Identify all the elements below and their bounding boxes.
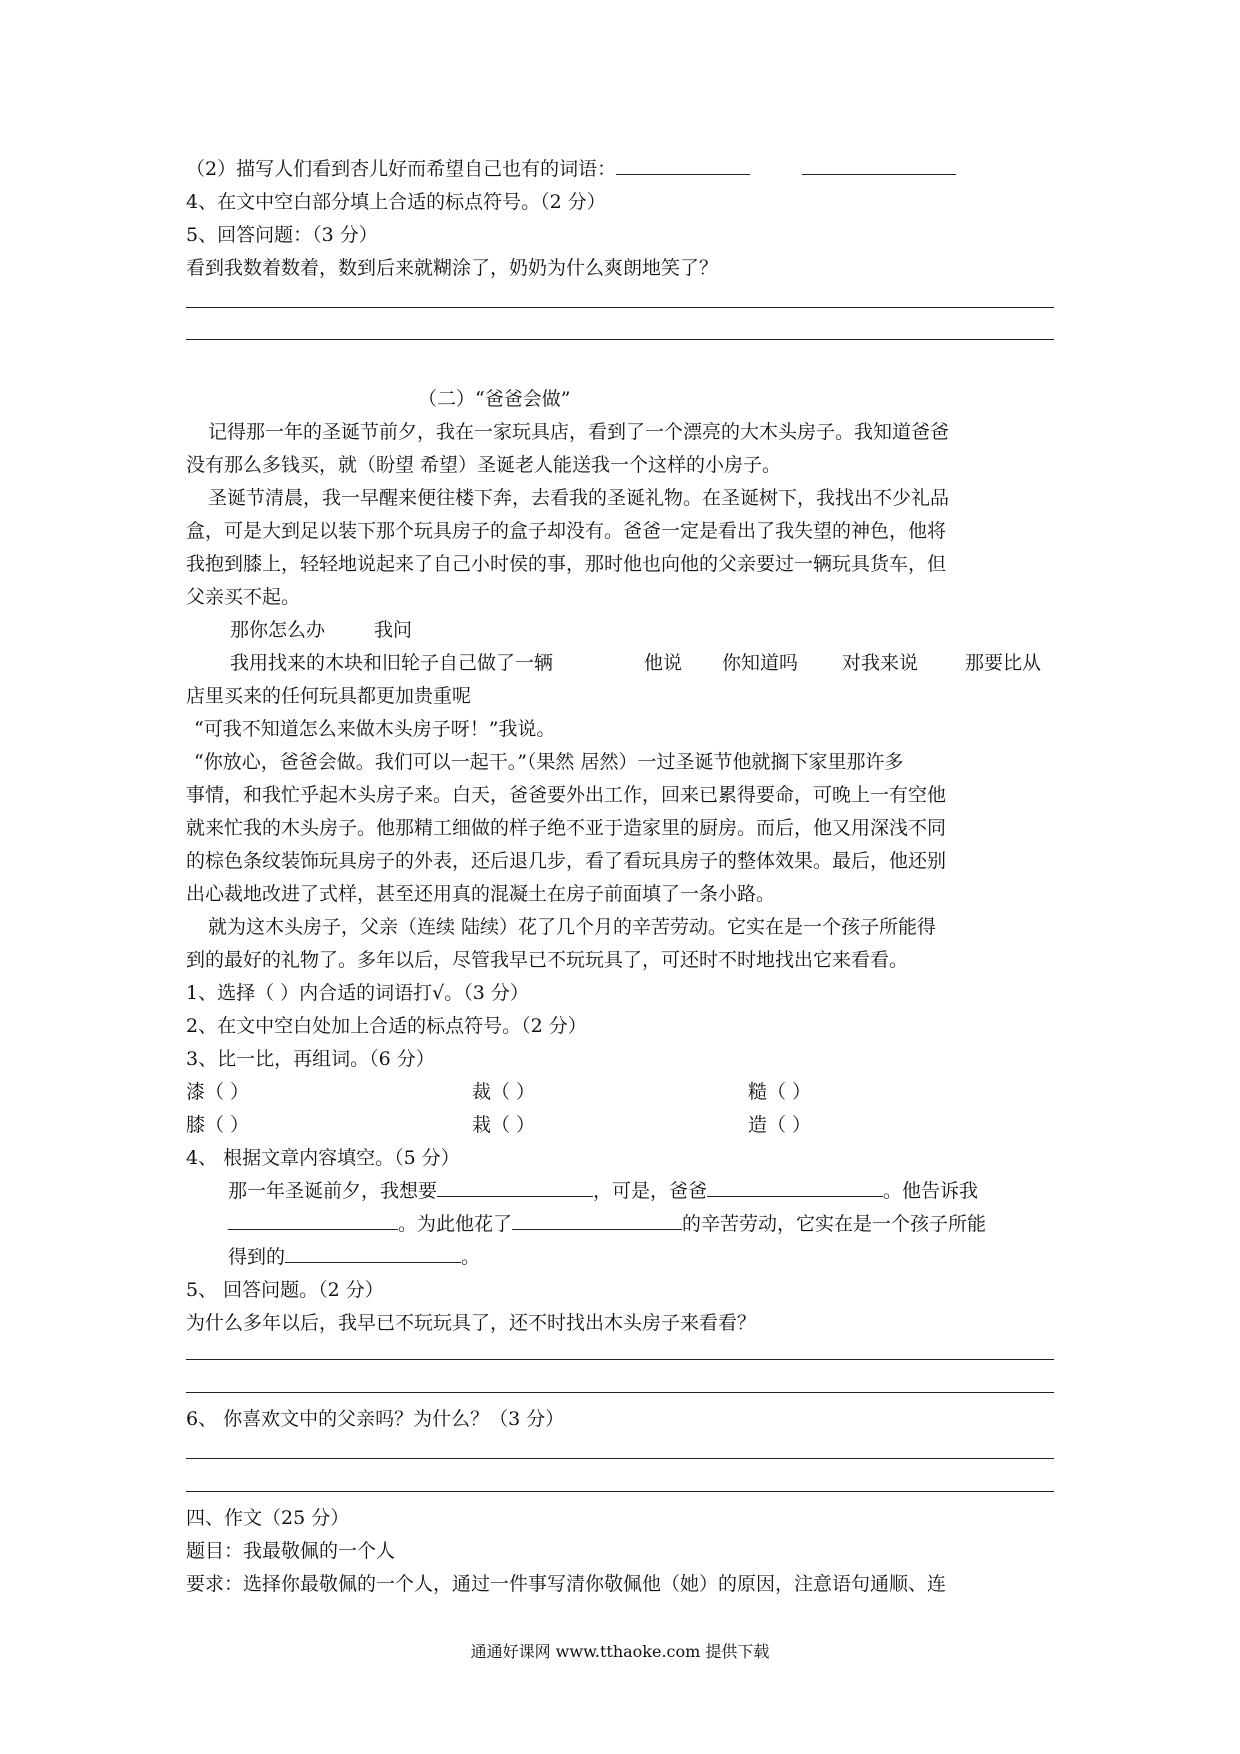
question-4: 4、在文中空白部分填上合适的标点符号。（2 分） bbox=[186, 191, 606, 213]
dialogue-text: 那你怎么办 bbox=[230, 619, 326, 641]
char-item: 造（ ） bbox=[748, 1114, 812, 1136]
question-5-title: 5、回答问题：（3 分） bbox=[186, 224, 378, 246]
question-2: 2、在文中空白处加上合适的标点符号。（2 分） bbox=[186, 1015, 587, 1037]
q2-sub-line bbox=[186, 154, 956, 181]
passage-line: 我抱到膝上，轻轻地说起来了自己小时侯的事，那时他也向他的父亲要过一辆玩具货车，但 bbox=[186, 553, 947, 575]
answer-line[interactable] bbox=[186, 307, 1054, 308]
passage-line: “可我不知道怎么来做木头房子呀！”我说。 bbox=[194, 718, 556, 740]
question-4-2: 4、 根据文章内容填空。（5 分） bbox=[186, 1147, 460, 1169]
dialogue-text: 对我来说 bbox=[842, 652, 919, 674]
char-item: 膝（ ） bbox=[186, 1114, 250, 1136]
answer-line[interactable] bbox=[186, 339, 1054, 340]
answer-line[interactable] bbox=[186, 1392, 1054, 1393]
passage-line: 到的最好的礼物了。多年以后，尽管我早已不玩玩具了，可还时不时地找出它来看看。 bbox=[186, 949, 909, 971]
char-item: 栽（ ） bbox=[472, 1114, 536, 1136]
passage-line: “你放心，爸爸会做。我们可以一起干。”（果然 居然）一过圣诞节他就搁下家里那许多 bbox=[194, 751, 904, 773]
dialogue-text: 我问 bbox=[374, 619, 413, 641]
passage-line: 父亲买不起。 bbox=[186, 586, 301, 608]
char-item: 裁（ ） bbox=[472, 1081, 536, 1103]
passage-line: 记得那一年的圣诞节前夕，我在一家玩具店，看到了一个漂亮的大木头房子。我知道爸爸 bbox=[208, 421, 950, 443]
answer-blank[interactable] bbox=[616, 155, 750, 175]
q2-sub-text: （2）描写人们看到杏儿好而希望自己也有的词语： bbox=[186, 158, 617, 180]
question-1: 1、选择（ ）内合适的词语打√。（3 分） bbox=[186, 982, 529, 1004]
passage-line: 出心裁地改进了式样，甚至还用真的混凝土在房子前面填了一条小路。 bbox=[186, 883, 776, 905]
passage-line: 盒，可是大到足以装下那个玩具房子的盒子却没有。爸爸一定是看出了我失望的神色，他将 bbox=[186, 520, 947, 542]
dialogue-text: 你知道吗 bbox=[722, 652, 799, 674]
char-item: 漆（ ） bbox=[186, 1081, 250, 1103]
fill-blank[interactable] bbox=[512, 1210, 682, 1230]
fill-blank[interactable] bbox=[285, 1243, 461, 1263]
fill-line-1: 那一年圣诞前夕，我想要 ，可是，爸爸 。他告诉我 bbox=[228, 1176, 978, 1203]
passage-line: 店里买来的任何玩具都更加贵重呢 bbox=[186, 685, 472, 707]
passage-line: 就为这木头房子，父亲（连续 陆续）花了几个月的辛苦劳动。它实在是一个孩子所能得 bbox=[208, 916, 937, 938]
fill-line-2: 。为此他花了 的辛苦劳动，它实在是一个孩子所能 bbox=[228, 1209, 986, 1236]
question-5-text: 看到我数着数着，数到后来就糊涂了，奶奶为什么爽朗地笑了？ bbox=[186, 257, 719, 279]
char-item: 糙（ ） bbox=[748, 1081, 812, 1103]
question-6: 6、 你喜欢文中的父亲吗？为什么？（3 分） bbox=[186, 1408, 565, 1430]
answer-line[interactable] bbox=[186, 1491, 1054, 1492]
passage-title: （二）“爸爸会做” bbox=[418, 388, 571, 410]
fill-blank[interactable] bbox=[228, 1210, 398, 1230]
passage-line: 没有那么多钱买，就（盼望 希望）圣诞老人能送我一个这样的小房子。 bbox=[186, 454, 782, 476]
dialogue-text: 那要比从 bbox=[965, 652, 1042, 674]
fill-line-3: 得到的 。 bbox=[228, 1242, 480, 1269]
answer-blank[interactable] bbox=[802, 155, 956, 175]
question-3: 3、比一比，再组词。（6 分） bbox=[186, 1048, 435, 1070]
fill-blank[interactable] bbox=[437, 1177, 593, 1197]
answer-line[interactable] bbox=[186, 1359, 1054, 1360]
page-footer: 通通好课网 www.tthaoke.com 提供下载 bbox=[470, 1642, 770, 1661]
question-5-2-text: 为什么多年以后，我早已不玩玩具了，还不时找出木头房子来看看？ bbox=[186, 1312, 757, 1334]
passage-line: 圣诞节清晨，我一早醒来便往楼下奔，去看我的圣诞礼物。在圣诞树下，我找出不少礼品 bbox=[208, 487, 950, 509]
dialogue-text: 我用找来的木块和旧轮子自己做了一辆 bbox=[230, 652, 554, 674]
composition-requirement: 要求：选择你最敬佩的一个人，通过一件事写清你敬佩他（她）的原因，注意语句通顺、连 bbox=[186, 1573, 947, 1595]
fill-blank[interactable] bbox=[707, 1177, 883, 1197]
dialogue-text: 他说 bbox=[644, 652, 683, 674]
passage-line: 就来忙我的木头房子。他那精工细做的样子绝不亚于造家里的厨房。而后，他又用深浅不同 bbox=[186, 817, 947, 839]
passage-line: 的棕色条纹装饰玩具房子的外表，还后退几步，看了看玩具房子的整体效果。最后，他还别 bbox=[186, 850, 947, 872]
answer-line[interactable] bbox=[186, 1458, 1054, 1459]
composition-topic: 题目：我最敬佩的一个人 bbox=[186, 1540, 396, 1562]
passage-line: 事情，和我忙乎起木头房子来。白天，爸爸要外出工作，回来已累得要命，可晚上一有空他 bbox=[186, 784, 947, 806]
composition-heading: 四、作文（25 分） bbox=[186, 1507, 350, 1529]
question-5-2: 5、 回答问题。（2 分） bbox=[186, 1279, 384, 1301]
